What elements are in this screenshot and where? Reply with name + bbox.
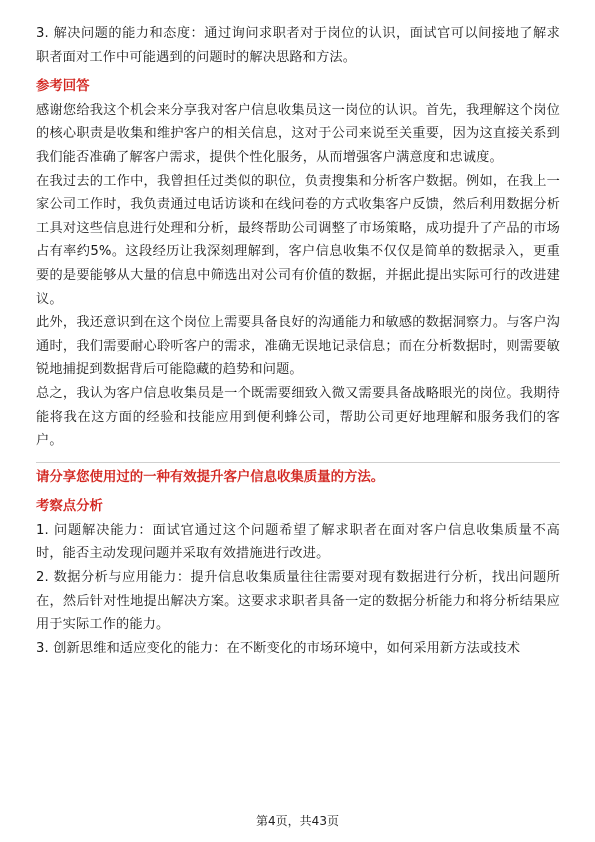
section-divider [36, 462, 560, 463]
analysis-item-3: 3. 创新思维和适应变化的能力：在不断变化的市场环境中，如何采用新方法或技术 [36, 640, 521, 656]
analysis-heading: 考察点分析 [36, 499, 103, 515]
question-heading: 请分享您使用过的一种有效提升客户信息收集质量的方法。 [36, 469, 385, 485]
analysis-item-2: 2. 数据分析与应用能力：提升信息收集质量往往需要对现有数据进行分析，找出问题所在，然后针对性地提出解决方案。这要求求职者具备一定的数据分析能力和将分析结果应用于实际工作的能力。 [36, 570, 560, 633]
page-content [36, 22, 560, 660]
analysis-item-1: 1. 问题解决能力：面试官通过这个问题希望了解求职者在面对客户信息收集质量不高时，能否主动发现问题并采取有效措施进行改进。 [36, 522, 560, 562]
page-footer: 第4页，共43页 [256, 814, 339, 828]
reference-answer-heading: 参考回答 [36, 79, 90, 95]
answer-paragraph-2: 在我过去的工作中，我曾担任过类似的职位，负责搜集和分析客户数据。例如，在我上一家公司工作时，我负责通过电话访谈和在线问卷的方式收集客户反馈，然后利用数据分析工具对这些信息进行处理和分析，最终帮助公司调整了市场策略，成功提升了产品的市场占有率约5%。这段经历让我深刻理解到，客户信息收集不仅仅是简单的数据录入，更重要的是要能够从大量的信息中筛选出对公司有价值的数据，并据此提出实际可行的改进建议。 [36, 173, 560, 307]
answer-paragraph-1: 感谢您给我这个机会来分享我对客户信息收集员这一岗位的认识。首先，我理解这个岗位的核心职责是收集和维护客户的相关信息，这对于公司来说至关重要，因为这直接关系到我们能否准确了解客户需求，提供个性化服务，从而增强客户满意度和忠诚度。 [36, 102, 560, 165]
answer-paragraph-3: 此外，我还意识到在这个岗位上需要具备良好的沟通能力和敏感的数据洞察力。与客户沟通时，我们需要耐心聆听客户的需求，准确无误地记录信息；而在分析数据时，则需要敏锐地捕捉到数据背后可能隐藏的趋势和问题。 [36, 315, 560, 378]
evaluation-point-3: 3. 解决问题的能力和态度：通过询问求职者对于岗位的认识，面试官可以间接地了解求职者面对工作中可能遇到的问题时的解决思路和方法。 [36, 26, 560, 65]
answer-paragraph-4: 总之，我认为客户信息收集员是一个既需要细致入微又需要具备战略眼光的岗位。我期待能将我在这方面的经验和技能应用到便利蜂公司，帮助公司更好地理解和服务我们的客户。 [36, 385, 560, 449]
